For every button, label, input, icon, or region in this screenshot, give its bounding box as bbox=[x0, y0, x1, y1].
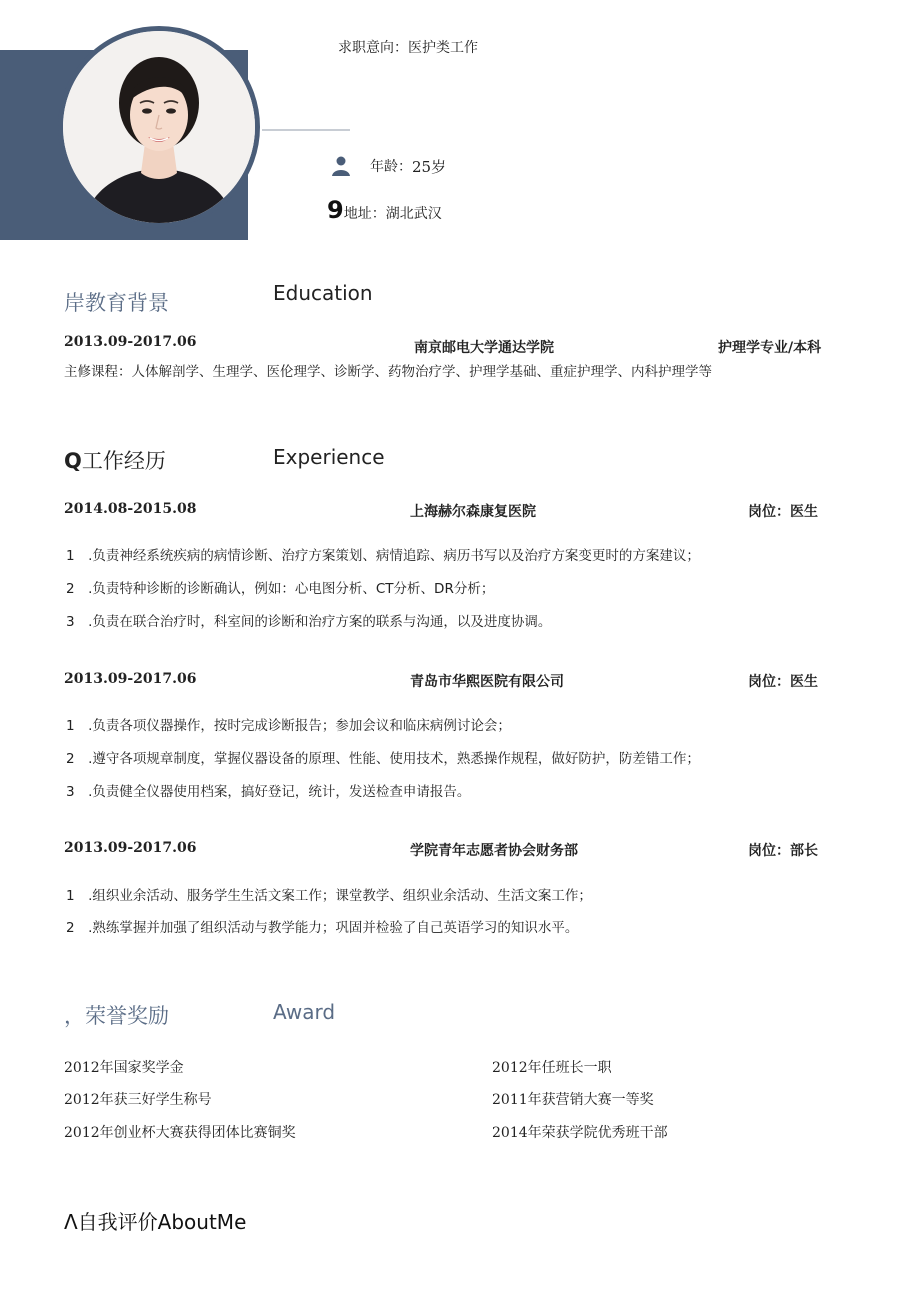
education-title-en: Education bbox=[273, 281, 373, 305]
education-major: 护理学专业/本科 bbox=[718, 340, 822, 356]
award-title-en: Award bbox=[273, 1000, 336, 1024]
address-label: 地址： bbox=[343, 206, 386, 222]
education-date: 2013.09-2017.06 bbox=[64, 334, 197, 350]
list-item: 2 .遵守各项规章制度，掌握仪器设备的原理、性能、使用技术，熟悉操作规程，做好防护，防差错工作； bbox=[66, 751, 700, 767]
person-icon bbox=[330, 155, 352, 177]
experience-position: 岗位：医生 bbox=[748, 504, 818, 520]
experience-org: 上海赫尔森康复医院 bbox=[410, 504, 536, 520]
award-title: ，荣誉奖励 bbox=[64, 1004, 169, 1028]
list-item: 3 .负责健全仪器使用档案，搞好登记，统计，发送检查申请报告。 bbox=[66, 784, 471, 800]
job-intent: 求职意向：医护类工作 bbox=[338, 40, 478, 56]
experience-position: 岗位：部长 bbox=[748, 843, 818, 859]
list-item: 1 .组织业余活动、服务学生生活文案工作；课堂教学、组织业余活动、生活文案工作； bbox=[66, 888, 592, 904]
experience-title: Q工作经历 bbox=[64, 449, 166, 473]
list-item: 3 .负责在联合治疗时，科室间的诊断和治疗方案的联系与沟通，以及进度协调。 bbox=[66, 614, 552, 630]
list-item: 2 .熟练掌握并加强了组织活动与教学能力；巩固并检验了自己英语学习的知识水平。 bbox=[66, 920, 579, 936]
experience-title-en: Experience bbox=[273, 445, 385, 469]
avatar bbox=[58, 26, 260, 228]
location-icon: 9 bbox=[327, 196, 344, 224]
address-row bbox=[327, 196, 442, 224]
age-label: 年龄： bbox=[370, 159, 412, 175]
about-title: Λ自我评价AboutMe bbox=[64, 1210, 247, 1234]
experience-org: 青岛市华熙医院有限公司 bbox=[410, 674, 564, 690]
experience-icon: Q bbox=[64, 449, 82, 473]
header-divider bbox=[262, 129, 350, 131]
award-item: 2012年创业杯大赛获得团体比赛铜奖 bbox=[64, 1125, 296, 1141]
award-item: 2012年任班长一职 bbox=[492, 1060, 612, 1076]
award-item: 2011年获营销大赛一等奖 bbox=[492, 1092, 654, 1108]
age-row bbox=[330, 155, 446, 177]
award-item: 2012年获三好学生称号 bbox=[64, 1092, 212, 1108]
education-school: 南京邮电大学通达学院 bbox=[414, 340, 554, 356]
award-icon: ， bbox=[64, 1004, 85, 1028]
experience-date: 2014.08-2015.08 bbox=[64, 501, 197, 517]
list-item: 1 .负责各项仪器操作，按时完成诊断报告；参加会议和临床病例讨论会； bbox=[66, 718, 511, 734]
portrait-image bbox=[63, 31, 255, 223]
experience-date: 2013.09-2017.06 bbox=[64, 671, 197, 687]
education-courses: 主修课程：人体解剖学、生理学、医伦理学、诊断学、药物治疗学、护理学基础、重症护理学、内科护理学等 bbox=[64, 364, 712, 380]
education-icon: 岸 bbox=[64, 291, 85, 315]
experience-date: 2013.09-2017.06 bbox=[64, 840, 197, 856]
experience-position: 岗位：医生 bbox=[748, 674, 818, 690]
award-item: 2014年荣获学院优秀班干部 bbox=[492, 1125, 668, 1141]
award-item: 2012年国家奖学金 bbox=[64, 1060, 184, 1076]
education-title: 岸教育背景 bbox=[64, 291, 169, 315]
age-value: 25岁 bbox=[412, 157, 447, 176]
list-item: 2 .负责特种诊断的诊断确认，例如：心电图分析、CT分析、DR分析； bbox=[66, 581, 495, 597]
list-item: 1 .负责神经系统疾病的病情诊断、治疗方案策划、病情追踪、病历书写以及治疗方案变更时的方案建议； bbox=[66, 548, 700, 564]
address-value: 湖北武汉 bbox=[385, 206, 442, 222]
experience-org: 学院青年志愿者协会财务部 bbox=[410, 843, 578, 859]
